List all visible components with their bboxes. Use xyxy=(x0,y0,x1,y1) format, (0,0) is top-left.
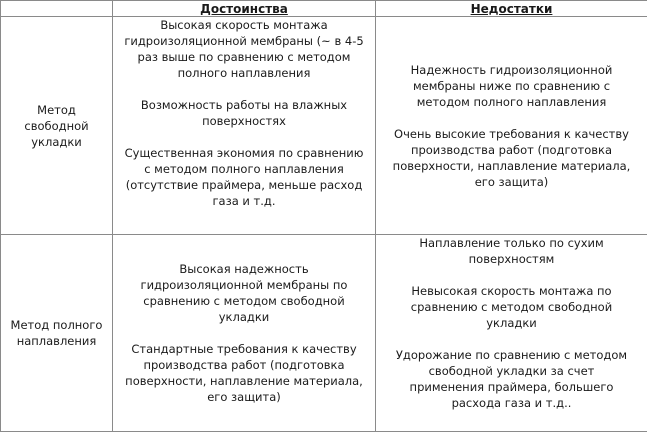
disadvantage-line: Удорожание по сравнению с методом xyxy=(376,347,647,363)
disadvantages-cell xyxy=(376,17,647,235)
header-disadvantages: Недостатки xyxy=(376,1,647,17)
advantage-line: поверхностях xyxy=(113,113,375,129)
advantage-line: полного наплавления xyxy=(113,65,375,81)
disadvantage-line: Надежность гидроизоляционной xyxy=(376,62,647,78)
method-cell xyxy=(1,235,113,432)
disadvantage-line: расхода газа и т.д.. xyxy=(376,395,647,411)
disadvantage-line: поверхности, наплавление материала, xyxy=(376,158,647,174)
spacer xyxy=(376,331,647,347)
table-row-free-laying xyxy=(1,17,647,235)
advantage-line: гидроизоляционной мембраны (~ в 4-5 xyxy=(113,33,375,49)
disadvantage-line: применения праймера, большего xyxy=(376,379,647,395)
disadvantage-line: поверхностям xyxy=(376,251,647,267)
advantage-line: с методом полного наплавления xyxy=(113,161,375,177)
advantage-item xyxy=(113,341,375,405)
disadvantage-item xyxy=(376,235,647,267)
advantage-line: Высокая надежность xyxy=(113,261,375,277)
advantage-item xyxy=(113,145,375,209)
spacer xyxy=(113,129,375,145)
spacer xyxy=(376,267,647,283)
method-name-line: наплавления xyxy=(1,333,112,349)
spacer xyxy=(113,325,375,341)
advantage-line: Возможность работы на влажных xyxy=(113,97,375,113)
disadvantage-line: Очень высокие требования к качеству xyxy=(376,126,647,142)
advantage-line: гидроизоляционной мембраны по xyxy=(113,277,375,293)
advantage-line: газа и т.д. xyxy=(113,193,375,209)
method-cell xyxy=(1,17,113,235)
advantages-cell xyxy=(113,17,376,235)
header-advantages: Достоинства xyxy=(113,1,376,17)
disadvantage-line: мембраны ниже по сравнению с xyxy=(376,78,647,94)
advantage-line: сравнению с методом свободной xyxy=(113,293,375,309)
disadvantage-line: укладки xyxy=(376,315,647,331)
advantage-line: производства работ (подготовка xyxy=(113,357,375,373)
disadvantage-line: Наплавление только по сухим xyxy=(376,235,647,251)
advantage-line: Существенная экономия по сравнению xyxy=(113,145,375,161)
header-method xyxy=(1,1,113,17)
advantage-item xyxy=(113,97,375,129)
disadvantage-item xyxy=(376,347,647,411)
table-header-row xyxy=(1,1,647,17)
advantage-line: (отсутствие праймера, меньше расход xyxy=(113,177,375,193)
advantage-line: Стандартные требования к качеству xyxy=(113,341,375,357)
disadvantage-item xyxy=(376,283,647,331)
advantage-line: его защита) xyxy=(113,389,375,405)
advantage-line: поверхности, наплавление материала, xyxy=(113,373,375,389)
advantages-cell xyxy=(113,235,376,432)
disadvantage-line: свободной укладки за счет xyxy=(376,363,647,379)
advantage-line: раз выше по сравнению с методом xyxy=(113,49,375,65)
method-name-line: укладки xyxy=(1,134,112,150)
spacer xyxy=(113,81,375,97)
method-name-line: Метод xyxy=(1,102,112,118)
disadvantage-line: методом полного наплавления xyxy=(376,94,647,110)
method-name-line: свободной xyxy=(1,118,112,134)
advantage-item xyxy=(113,261,375,325)
disadvantages-cell xyxy=(376,235,647,432)
spacer xyxy=(376,110,647,126)
disadvantage-line: его защита) xyxy=(376,174,647,190)
disadvantage-line: сравнению с методом свободной xyxy=(376,299,647,315)
disadvantage-item xyxy=(376,126,647,190)
disadvantage-item xyxy=(376,62,647,110)
disadvantage-line: Невысокая скорость монтажа по xyxy=(376,283,647,299)
advantage-line: укладки xyxy=(113,309,375,325)
disadvantage-line: производства работ (подготовка xyxy=(376,142,647,158)
table-row-full-fusing xyxy=(1,235,647,432)
advantage-item xyxy=(113,17,375,81)
advantage-line: Высокая скорость монтажа xyxy=(113,17,375,33)
method-name-line: Метод полного xyxy=(1,317,112,333)
